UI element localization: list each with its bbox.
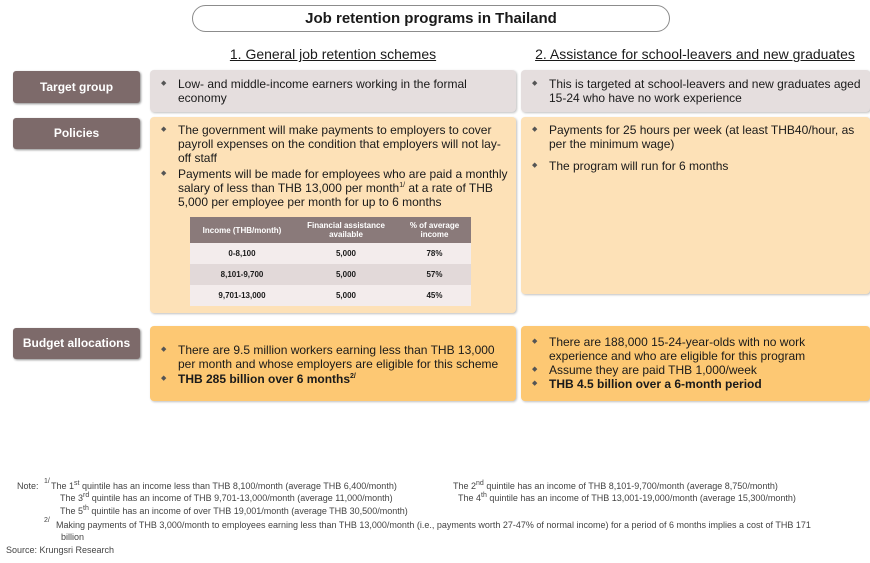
table-header-assistance: Financial assistance available: [294, 217, 398, 243]
budget-graduates-cell: [521, 326, 870, 401]
row-label-budget-allocations: Budget allocations: [13, 328, 140, 359]
list-item: ◆ THB 4.5 billion over a 6-month period: [521, 377, 862, 391]
budget-total-text: THB 285 billion over 6 months: [178, 372, 351, 386]
table-cell: 57%: [398, 264, 471, 285]
list-item: ◆ This is targeted at school-leavers and new graduates aged 15-24 who have no work experience: [521, 77, 862, 105]
budget-general-cell: [150, 326, 516, 401]
target-group-graduates-cell: [521, 70, 870, 112]
list-item: ◆ Low- and middle-income earners working in the formal economy: [150, 77, 508, 105]
table-row: [190, 264, 471, 285]
list-item: ◆ There are 188,000 15-24-year-olds with no work experience and who are eligible for this program: [521, 335, 862, 363]
note-marker-2: 2/: [44, 517, 50, 524]
source-note: Source: Krungsri Research: [6, 545, 115, 555]
policies-graduates-cell: [521, 117, 870, 294]
note-quintile-2: The 2nd quintile has an income of THB 8,101-9,700/month (average 8,750/month): [453, 480, 778, 491]
note-prefix: Note:: [17, 481, 39, 491]
note-quintile-1: The 1st quintile has an income less than THB 8,100/month (average THB 6,400/month): [51, 480, 397, 491]
column-header-graduates: 2. Assistance for school-leavers and new graduates: [535, 46, 855, 62]
table-cell: 8,101-9,700: [190, 264, 294, 285]
target-group-general-cell: [150, 70, 516, 112]
list-item: ◆ Payments for 25 hours per week (at least THB40/hour, as per the minimum wage): [521, 123, 862, 151]
note-quintile-5: The 5th quintile has an income of over THB 19,001/month (average THB 30,500/month): [60, 505, 408, 516]
table-row: [190, 243, 471, 264]
footnote-marker: 2/: [350, 373, 356, 380]
income-assistance-table: [190, 217, 471, 306]
column-header-general: 1. General job retention schemes: [229, 46, 437, 62]
list-item: [150, 167, 508, 209]
table-cell: 5,000: [294, 243, 398, 264]
note-marker-1: 1/: [44, 478, 50, 485]
note-quintile-3: The 3rd quintile has an income of THB 9,701-13,000/month (average 11,000/month): [60, 492, 393, 503]
list-item: [150, 372, 508, 386]
list-item: ◆ Assume they are paid THB 1,000/week: [521, 363, 862, 377]
note-cost-line-2: billion: [61, 532, 85, 542]
table-header-income: Income (THB/month): [190, 217, 294, 243]
list-item: ◆ The government will make payments to employers to cover payroll expenses on the condition that employers will not lay-off staff: [150, 123, 508, 165]
row-label-policies: Policies: [13, 118, 140, 149]
table-cell: 5,000: [294, 285, 398, 306]
list-item: ◆ There are 9.5 million workers earning less than THB 13,000 per month and whose employers are eligible for this scheme: [150, 343, 508, 371]
page-title: Job retention programs in Thailand: [192, 5, 670, 32]
policy-payment-rate-text: at a rate of THB 5,000 per employee per month for up to 6 months: [178, 181, 493, 209]
table-cell: 45%: [398, 285, 471, 306]
table-cell: 0-8,100: [190, 243, 294, 264]
table-cell: 5,000: [294, 264, 398, 285]
footnote-marker: 1/: [399, 182, 406, 189]
list-item: ◆ The program will run for 6 months: [521, 159, 862, 173]
table-row: [190, 285, 471, 306]
table-cell: 78%: [398, 243, 471, 264]
table-header-percent: % of average income: [398, 217, 471, 243]
policy-payment-text: Payments will be made for employees who are paid a monthly salary of less than THB 13,000 per month: [178, 167, 508, 195]
note-cost-line-1: Making payments of THB 3,000/month to employees earning less than THB 13,000/month (i.e., payments worth 27-47% of normal income) for a period of 6 months implies a cost of THB 171: [56, 520, 811, 530]
table-cell: 9,701-13,000: [190, 285, 294, 306]
row-label-target-group: Target group: [13, 71, 140, 103]
note-quintile-4: The 4th quintile has an income of THB 13,001-19,000/month (average 15,300/month): [458, 492, 796, 503]
